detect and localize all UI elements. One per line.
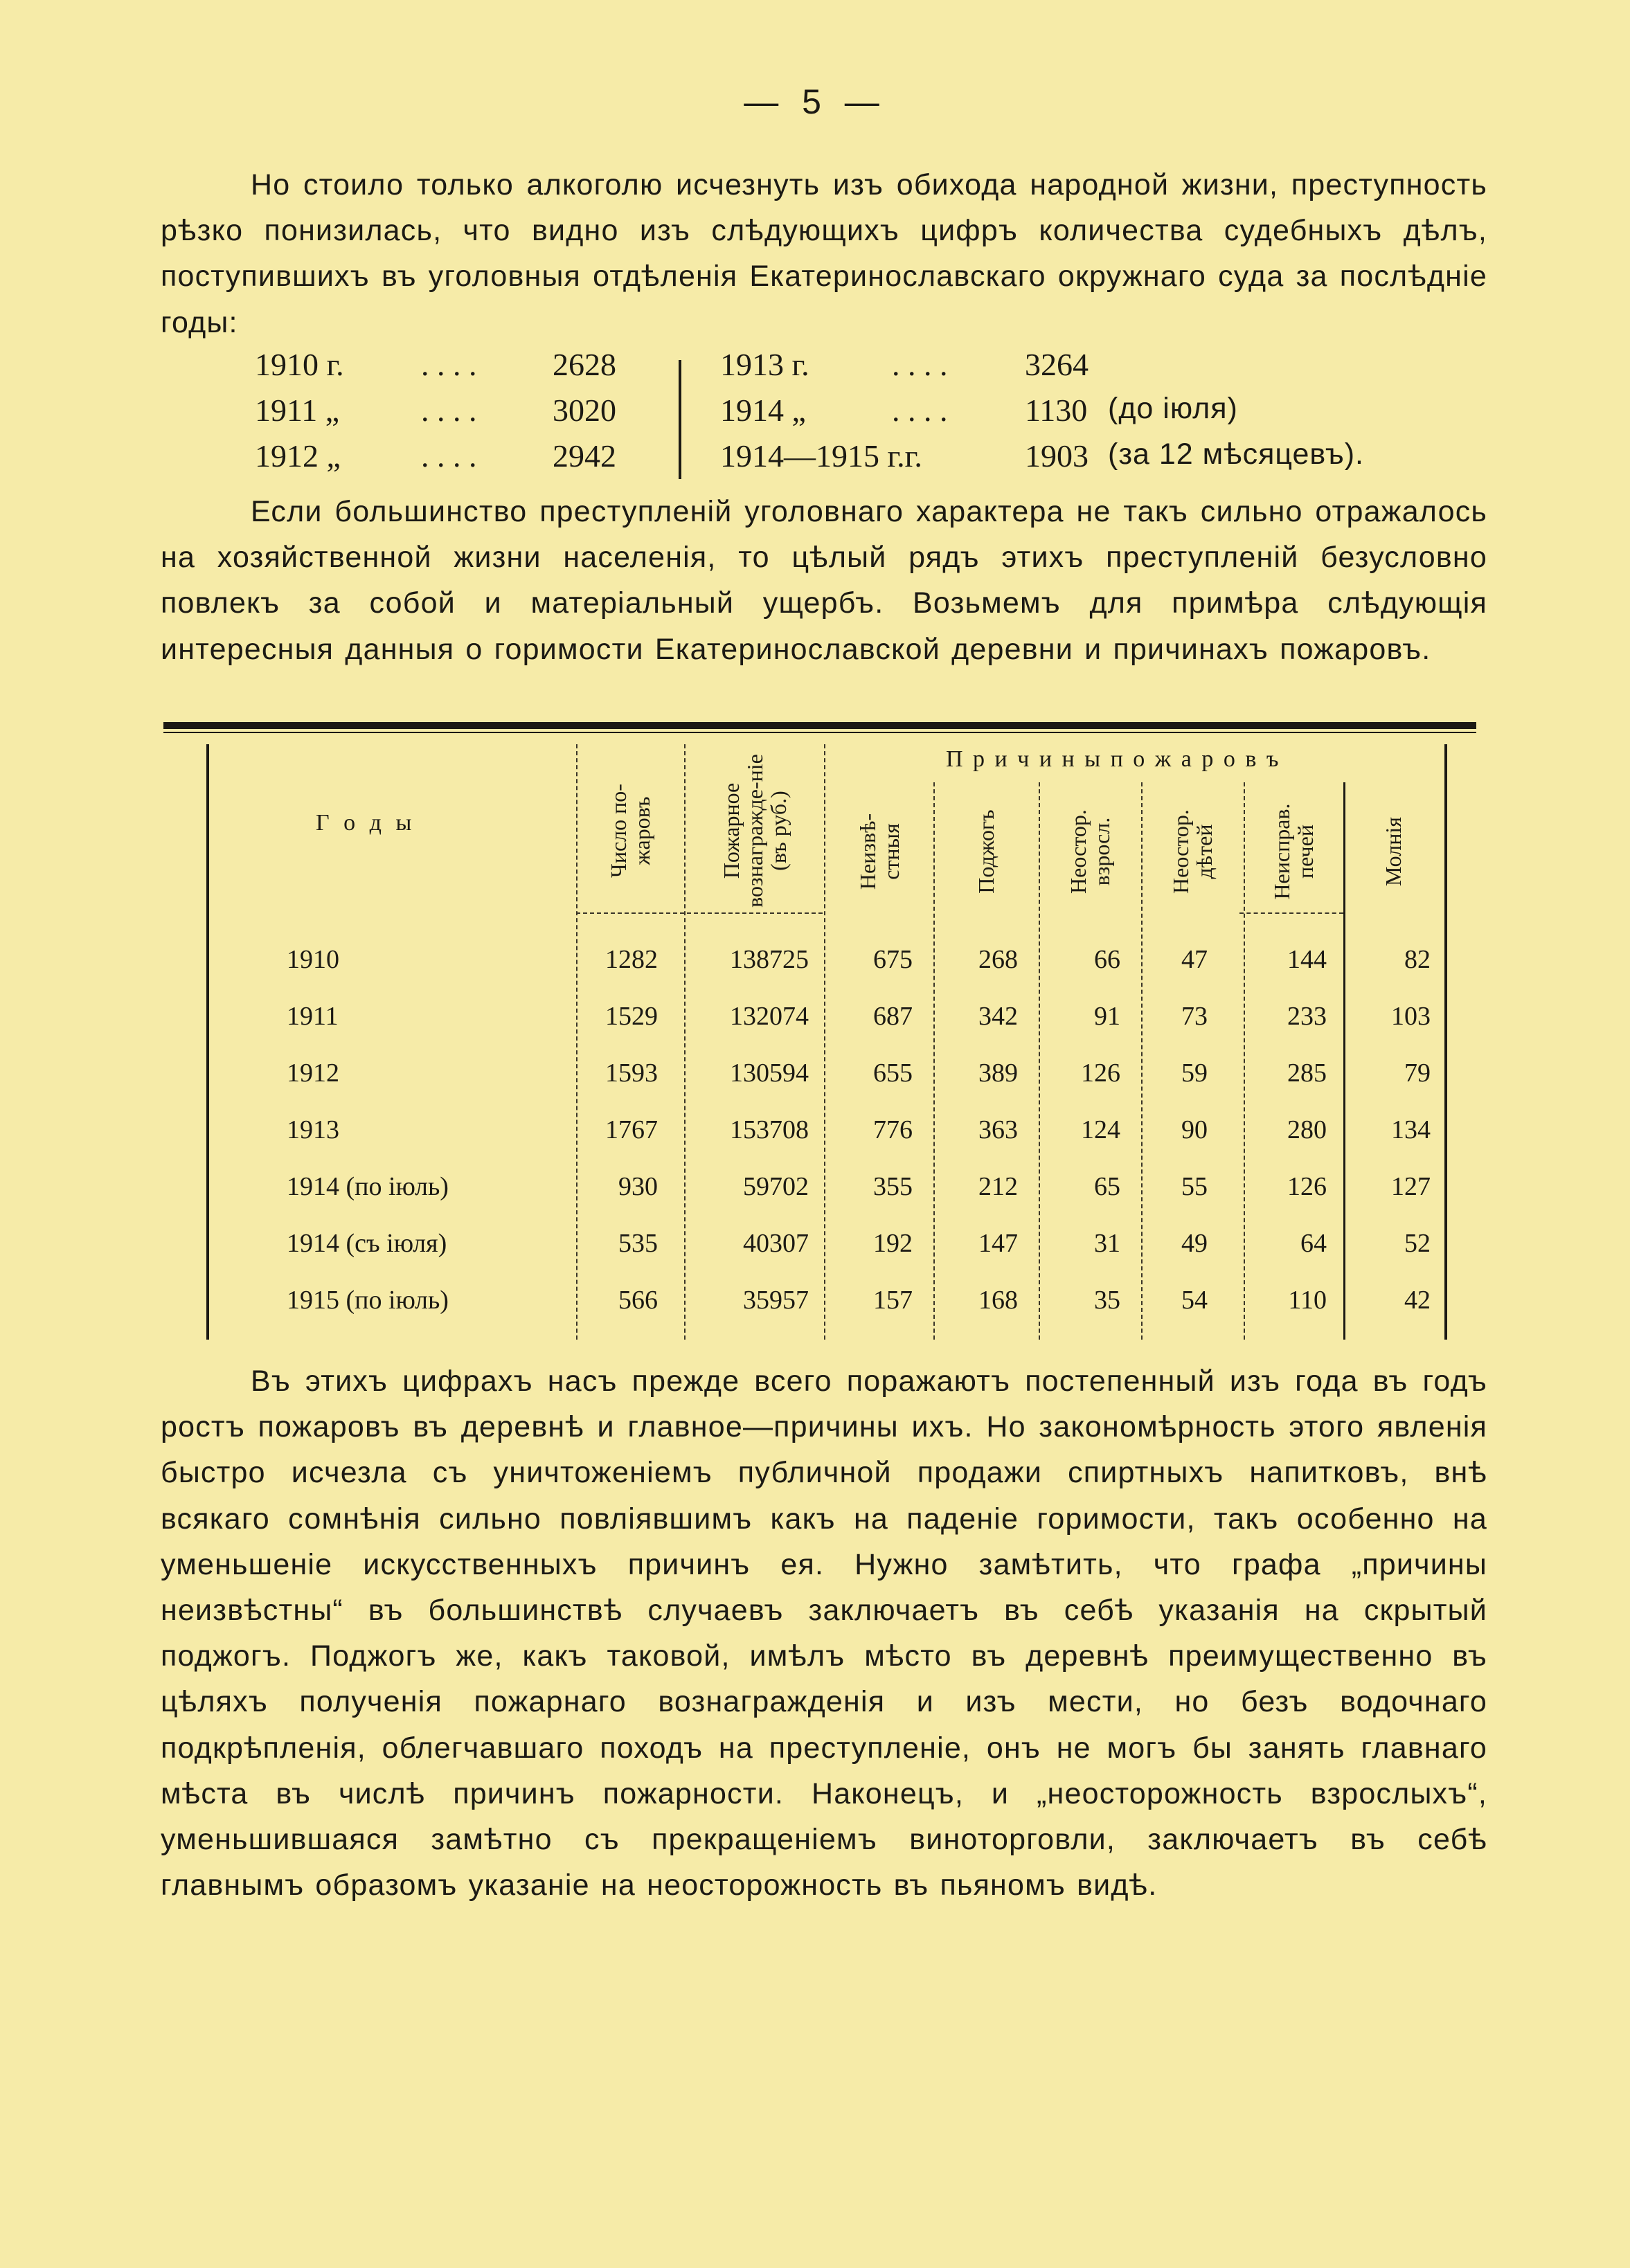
row-reward: 35957 — [743, 1286, 809, 1315]
row-fires: 566 — [618, 1286, 658, 1315]
cause-header-stoves: Неиспрaв. печей — [1269, 803, 1318, 900]
case-year: 1912 „ — [255, 438, 341, 474]
row-year: 1914 (по іюль) — [287, 1172, 449, 1201]
row-year: 1913 — [287, 1115, 339, 1144]
row-cause: 233 — [1287, 1002, 1327, 1031]
case-numbers-divider — [679, 360, 681, 479]
row-fires: 1529 — [605, 1002, 658, 1031]
row-year: 1915 (по іюль) — [287, 1286, 449, 1315]
row-cause: 192 — [873, 1229, 913, 1258]
row-cause: 82 — [1404, 945, 1431, 974]
row-year: 1914 (съ іюля) — [287, 1229, 447, 1258]
row-cause: 103 — [1391, 1002, 1431, 1031]
row-cause: 65 — [1094, 1172, 1120, 1201]
table-top-rule-thin — [163, 732, 1476, 733]
row-cause: 47 — [1181, 945, 1208, 974]
row-cause: 363 — [978, 1115, 1018, 1144]
table-header-rule — [1239, 912, 1343, 914]
case-value-2: 1903 — [1025, 438, 1089, 474]
row-cause: 212 — [978, 1172, 1018, 1201]
cause-header-lightning: Молнія — [1381, 817, 1406, 886]
row-cause: 776 — [873, 1115, 913, 1144]
row-year: 1912 — [287, 1059, 339, 1088]
row-cause: 268 — [978, 945, 1018, 974]
table-top-rule — [163, 722, 1476, 729]
case-dots: . . . . — [421, 347, 477, 382]
paragraph-conclusion: Въ этихъ цифрахъ насъ прежде всего поражаютъ постепенный изъ года въ годъ ростъ пожаровъ въ деревнѣ и главное—причины ихъ. Но закономѣрность этого явленія быстро исчезла съ уничтоженіемъ публичной продажи спиртныхъ напитковъ, внѣ всякаго сомнѣнія сильно повліявшимъ какъ на паденіе горимости, такъ особенно на уменьшеніе искусственныхъ причинъ ея. Нужно замѣтить, что графа „причины неизвѣстны“ въ большинствѣ случаевъ заключаетъ въ себѣ указанія на скрытый поджогъ. Поджогъ же, какъ таковой, имѣлъ мѣсто въ деревнѣ преимущественно въ цѣляхъ полученія пожарнаго вознагражденія и изъ мести, но безъ водочнаго подкрѣпленія, облегчавшаго походъ на преступленіе, онъ не могъ бы занять главнаго мѣста въ числѣ причинъ пожарности. Наконецъ, и „неосторожность взрослыхъ“, уменьшившаяся замѣтно съ прекращеніемъ виноторговли, заключаетъ въ себѣ главнымъ образомъ указаніе на неосторожность въ пьяномъ видѣ. — [161, 1365, 1487, 1902]
row-cause: 73 — [1181, 1002, 1208, 1031]
row-reward: 132074 — [730, 1002, 809, 1031]
row-cause: 55 — [1181, 1172, 1208, 1201]
case-value-2: 1130 — [1025, 393, 1088, 428]
row-fires: 1767 — [605, 1115, 658, 1144]
row-cause: 355 — [873, 1172, 913, 1201]
row-fires: 1282 — [605, 945, 658, 974]
case-dots: . . . . — [421, 438, 477, 474]
row-fires: 535 — [618, 1229, 658, 1258]
row-cause: 168 — [978, 1286, 1018, 1315]
row-reward: 153708 — [730, 1115, 809, 1144]
case-note-2: (за 12 мѣсяцевъ). — [1108, 438, 1364, 471]
header-reward: Пожарное вознагражде-ніе (въ руб.) — [719, 754, 791, 908]
case-value: 2628 — [553, 347, 616, 382]
row-cause: 66 — [1094, 945, 1120, 974]
row-cause: 35 — [1094, 1286, 1120, 1315]
row-cause: 280 — [1287, 1115, 1327, 1144]
row-cause: 91 — [1094, 1002, 1120, 1031]
cause-header-adults: Неостор. взросл. — [1066, 809, 1114, 894]
row-cause: 144 — [1287, 945, 1327, 974]
paragraph-intro: Но стоило только алкоголю исчезнуть изъ обихода народной жизни, преступность рѣзко понизилась, что видно изъ слѣдующихъ цифръ количества судебныхъ дѣлъ, поступившихъ въ уголовныя отдѣленія Екатеринославскаго окружнаго суда за послѣдніе годы: — [161, 168, 1487, 339]
row-cause: 134 — [1391, 1115, 1431, 1144]
row-reward: 59702 — [743, 1172, 809, 1201]
row-cause: 31 — [1094, 1229, 1120, 1258]
row-cause: 687 — [873, 1002, 913, 1031]
header-years: Г о д ы — [316, 810, 416, 836]
case-dots-2: . . . . — [892, 393, 948, 428]
case-value: 3020 — [553, 393, 616, 428]
case-dots: . . . . — [421, 393, 477, 428]
cause-header-arson: Поджогъ — [974, 809, 998, 894]
row-year: 1910 — [287, 945, 339, 974]
row-cause: 389 — [978, 1059, 1018, 1088]
case-dots-2: . . . . — [892, 347, 948, 382]
table-right-border — [1444, 744, 1447, 1340]
row-cause: 342 — [978, 1002, 1018, 1031]
row-cause: 59 — [1181, 1059, 1208, 1088]
row-cause: 147 — [978, 1229, 1018, 1258]
row-cause: 285 — [1287, 1059, 1327, 1088]
case-value: 2942 — [553, 438, 616, 474]
row-cause: 52 — [1404, 1229, 1431, 1258]
row-cause: 42 — [1404, 1286, 1431, 1315]
row-cause: 126 — [1081, 1059, 1120, 1088]
row-cause: 90 — [1181, 1115, 1208, 1144]
case-value-2: 3264 — [1025, 347, 1089, 382]
row-cause: 675 — [873, 945, 913, 974]
case-year-2: 1914 „ — [720, 393, 806, 428]
row-cause: 49 — [1181, 1229, 1208, 1258]
header-fires: Число по-жаровъ — [606, 784, 654, 878]
header-causes: П р и ч и н ы п о ж а р о в ъ — [946, 746, 1281, 772]
row-reward: 130594 — [730, 1059, 809, 1088]
case-year-2: 1914—1915 г.г. — [720, 438, 922, 474]
row-cause: 79 — [1404, 1059, 1431, 1088]
paragraph-damage: Если большинство преступленій уголовнаго характера не такъ сильно отражалось на хозяйственной жизни населенія, то цѣлый рядъ этихъ преступленій безусловно повлекъ за собой и матеріальный ущербъ. Возьмемъ для примѣра слѣдующія интересныя данныя о горимости Екатеринославской деревни и причинахъ пожаровъ. — [161, 495, 1487, 666]
row-cause: 110 — [1288, 1286, 1327, 1315]
case-year: 1910 г. — [255, 347, 344, 382]
row-fires: 930 — [618, 1172, 658, 1201]
row-reward: 138725 — [730, 945, 809, 974]
row-cause: 127 — [1391, 1172, 1431, 1201]
row-cause: 157 — [873, 1286, 913, 1315]
case-year-2: 1913 г. — [720, 347, 809, 382]
cause-header-unknown: Неизвѣ-стныя — [855, 813, 904, 890]
row-cause: 64 — [1300, 1229, 1327, 1258]
cause-header-children: Неостор. дѣтей — [1168, 809, 1217, 894]
case-note-2: (до іюля) — [1108, 392, 1238, 425]
row-cause: 126 — [1287, 1172, 1327, 1201]
table-left-border — [206, 744, 209, 1340]
row-cause: 54 — [1181, 1286, 1208, 1315]
row-fires: 1593 — [605, 1059, 658, 1088]
row-year: 1911 — [287, 1002, 339, 1031]
row-cause: 124 — [1081, 1115, 1120, 1144]
case-year: 1911 „ — [255, 393, 340, 428]
row-reward: 40307 — [743, 1229, 809, 1258]
page-number: — 5 — — [744, 82, 886, 121]
row-cause: 655 — [873, 1059, 913, 1088]
